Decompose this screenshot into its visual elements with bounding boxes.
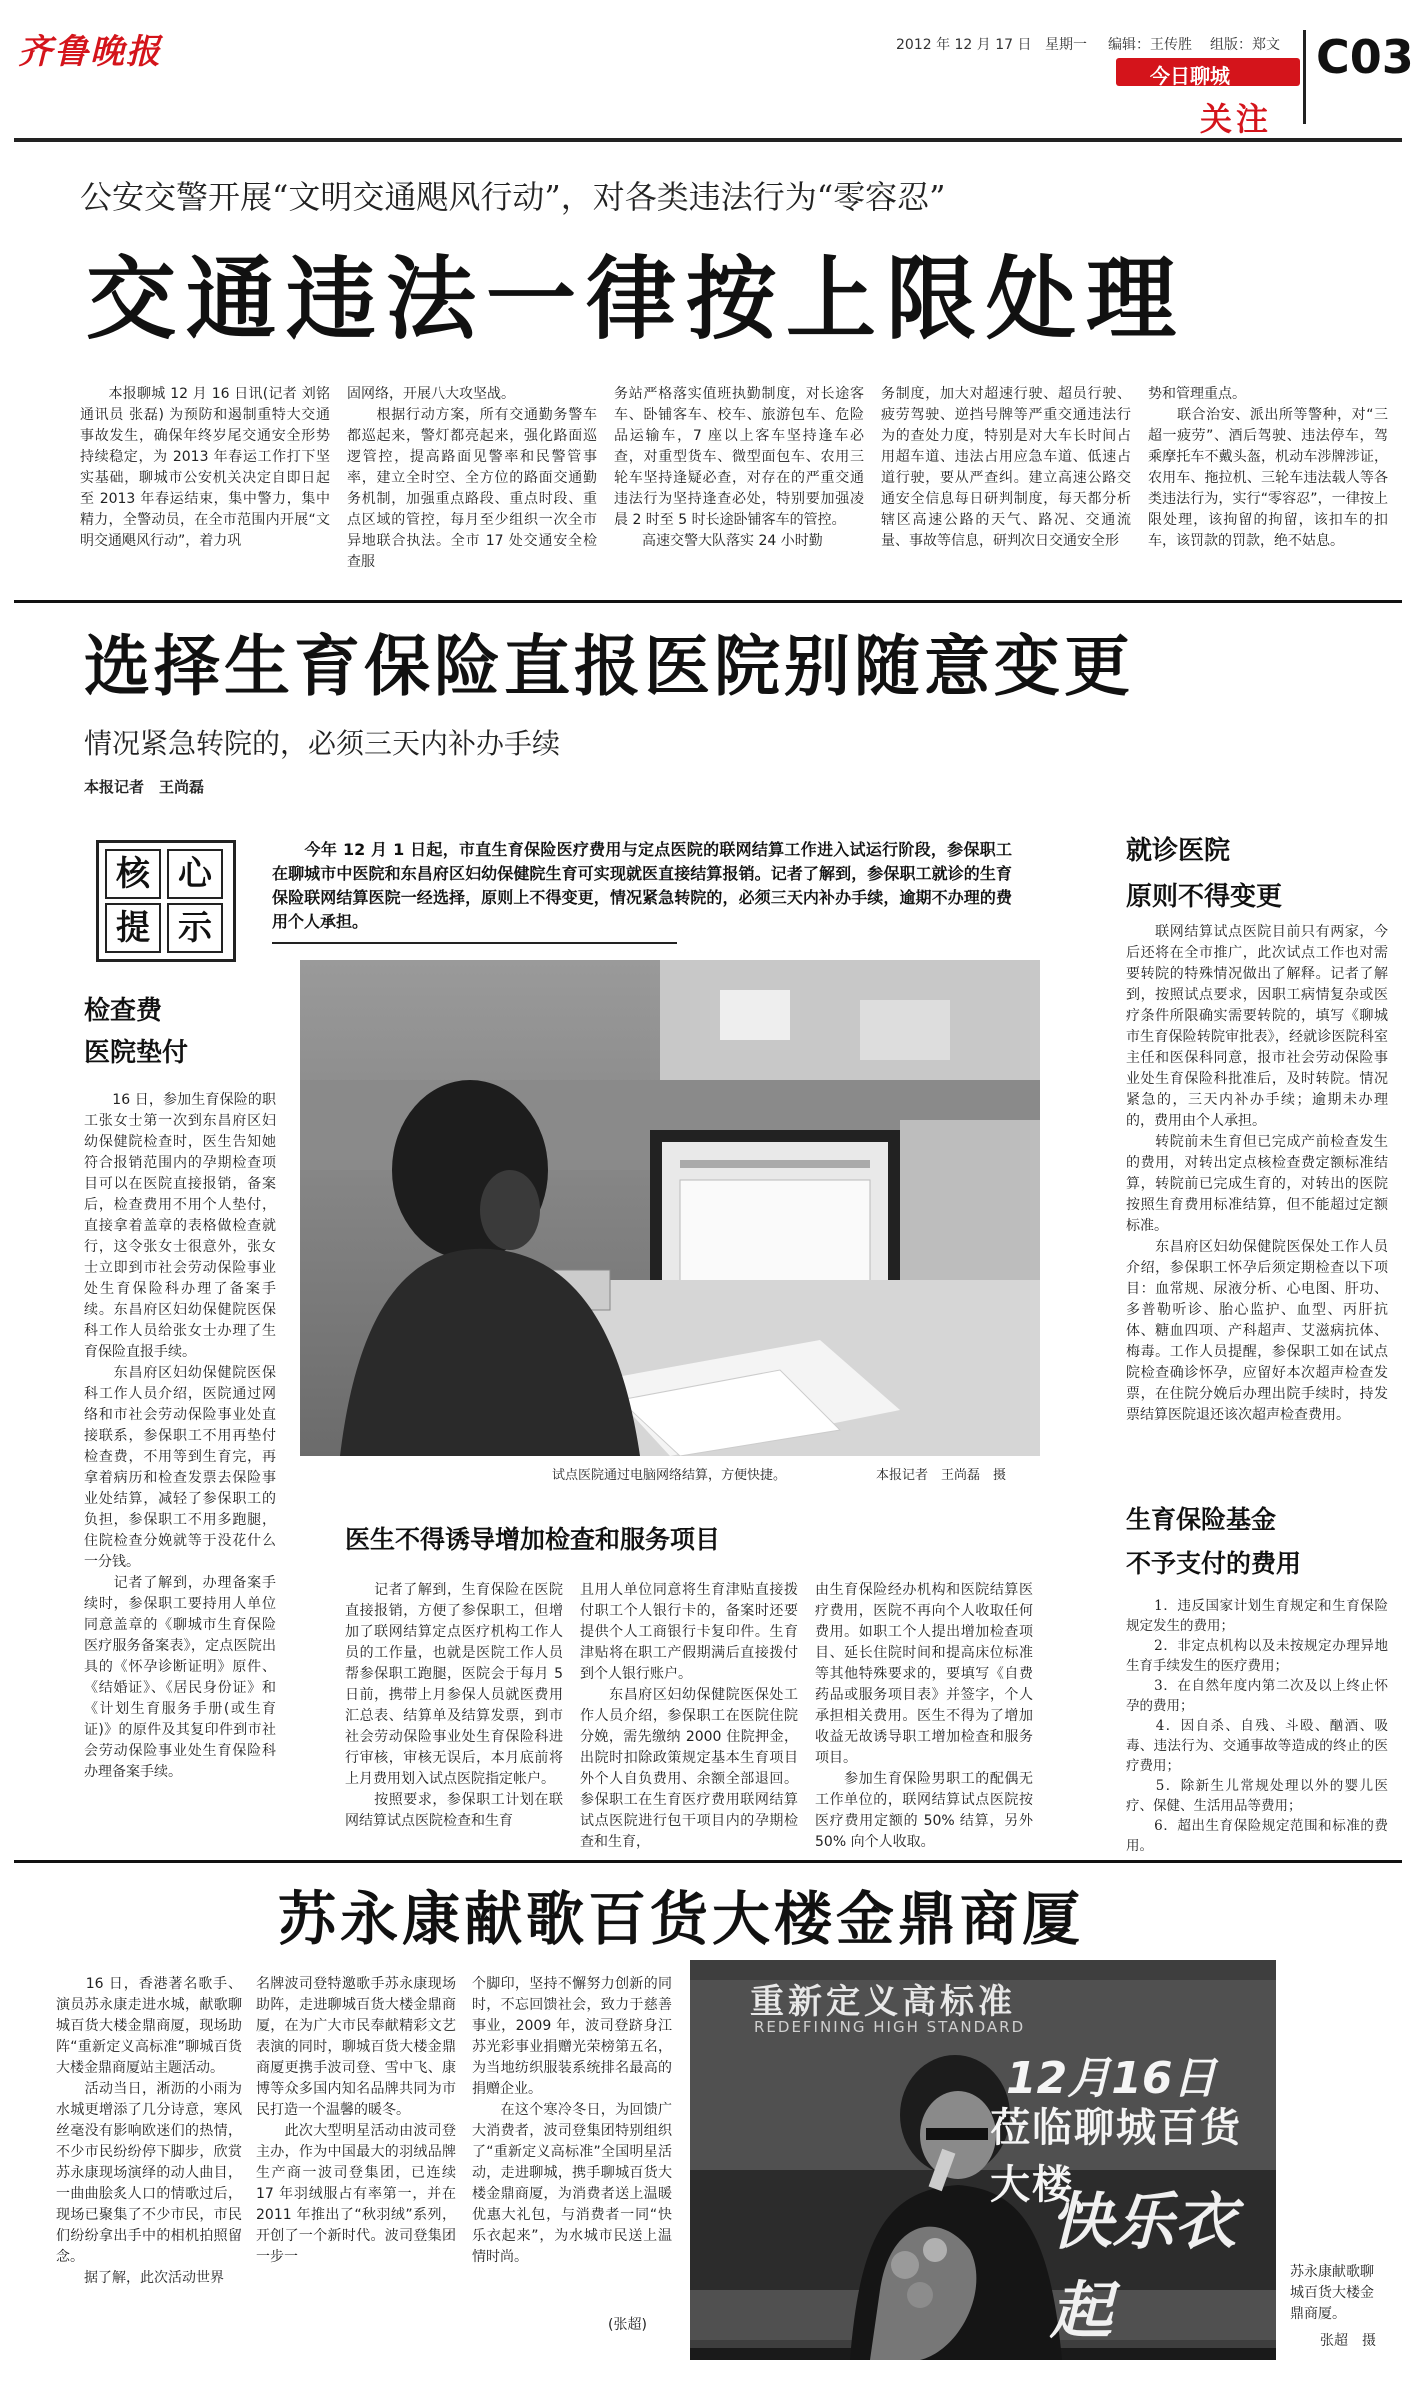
core-tip-char: 提 [105, 903, 161, 953]
banner-venue: 莅临聊城百货大楼 [990, 2105, 1242, 2208]
concert-photo-caption: 苏永康献歌聊城百货大楼金鼎商厦。 [1290, 2264, 1374, 2322]
concert-photo [690, 1960, 1276, 2360]
lead-underline [272, 942, 677, 944]
photo-caption: 试点医院通过电脑网络结算，方便快捷。 [552, 1468, 787, 1483]
middle-subhead: 医生不得诱导增加检查和服务项目 [345, 1525, 721, 1554]
editor-credit: 编辑：王传胜 [1108, 37, 1192, 53]
banner-date: 12月16日 [1006, 2053, 1217, 2104]
page-number: C03 [1316, 30, 1414, 84]
concert-column: 16 日，香港著名歌手、演员苏永康走进水城，献歌聊城百货大楼金鼎商厦，现场助阵“重新定义高标准”聊城百货大楼金鼎商厦站主题活动。 活动当日，淅沥的小雨为水城更增添了几分诗意，寒风丝毫没有影响欧迷们的热情，不少市民纷纷停下脚步，欣赏苏永康现场演绎的动人曲目，一曲曲脍炙人口的情歌过后，现场已聚集了不少市民，市民们纷纷拿出手中的相机拍照留念。 据了解，此次活动世界 [56, 1976, 242, 2286]
article-column: 势和管理重点。 联合治安、派出所等警种，对“三超一疲劳”、酒后驾驶、违法停车，驾乘摩托车不戴头盔，机动车涉牌涉证，农用车、拖拉机、三轮车违法载人等各类违法行为，实行“零容忍”，一律按上限处理，该拘留的拘留，该扣车的扣车，该罚款的罚款，绝不姑息。 [1148, 386, 1388, 549]
core-tip-char: 心 [167, 849, 223, 899]
fund-list: 1．违反国家计划生育规定和生育保险规定发生的费用； 2．非定点机构以及未按规定办理异地生育手续发生的医疗费用； 3．在自然年度内第二次及以上终止怀孕的费用； 4．因自杀、自残、斗殴、酗酒、吸毒、违法行为、交通事故等造成的终止的医疗费用； 5．除新生儿常规处理以外的婴儿医疗、保健、生活用品等费用； 6．超出生育保险规定范围和标准的费用。 [1126, 1598, 1388, 1854]
concert-column: 个脚印，坚持不懈努力创新的同时，不忘回馈社会，致力于慈善事业，2009 年，波司登跻身江苏光彩事业捐赠光荣榜第五名，为当地纺织服装系统排名最高的捐赠企业。 在这个寒冷冬日，为回馈广大消费者，波司登集团特别组织了“重新定义高标准”全国明星活动，走进聊城，携手聊城百货大楼金鼎商厦，为消费者送上温暖优惠大礼包，与消费者一同“快乐衣起来”，为水城市民送上温情时尚。 [472, 1976, 672, 2265]
article-headline: 苏永康献歌百货大楼金鼎商厦 [278, 1885, 1085, 1953]
article-credit: (张超) [608, 2317, 647, 2333]
masthead-rule [14, 138, 1402, 142]
section-divider [14, 1860, 1402, 1863]
masthead-divider [1303, 30, 1306, 124]
section-label: 今日聊城 [1150, 64, 1230, 88]
middle-column: 且用人单位同意将生育津贴直接拨付职工个人银行卡的，备案时还要提供个人工商银行卡复印件。生育津贴将在职工产假期满后直接拨付到个人银行账户。 东昌府区妇幼保健院医保处工作人员介绍，参保职工在医院住院分娩，需先缴纳 2000 住院押金，出院时扣除政策规定基本生育项目外个人自负费用、余额全部退回。参保职工在生育医疗费用联网结算试点医院进行包干项目内的孕期检查和生育， [580, 1582, 798, 1850]
hospital-photo [300, 960, 1040, 1456]
subsection-label: 关注 [1200, 100, 1273, 138]
article-kicker: 公安交警开展“文明交通飓风行动”，对各类违法行为“零容忍” [80, 178, 946, 216]
article-byline: 本报记者 王尚磊 [84, 778, 205, 796]
concert-column: 名牌波司登特邀歌手苏永康现场助阵，走进聊城百货大楼金鼎商厦，在为广大市民奉献精彩文艺表演的同时，聊城百货大楼金鼎商厦更携手波司登、雪中飞、康博等众多国内知名品牌共同为市民打造一个温馨的暖冬。 此次大型明星活动由波司登主办，作为中国最大的羽绒品牌生产商一波司登集团，已连续 17 年羽绒服占有率第一，并在 2011 年推出了“秋羽绒”系列，开创了一个新时代。波司登集团一步一 [256, 1976, 456, 2265]
right-subhead: 原则不得变更 [1126, 882, 1283, 912]
section-divider [14, 600, 1402, 603]
fund-subhead: 不予支付的费用 [1126, 1549, 1302, 1578]
hospital-photo-illustration [300, 960, 1040, 1456]
issue-date: 2012 年 12 月 17 日 [896, 37, 1032, 53]
right-subhead: 就诊医院 [1126, 836, 1231, 866]
article-headline: 选择生育保险直报医院别随意变更 [84, 628, 1134, 705]
newspaper-logo: 齐鲁晚报 [18, 32, 162, 72]
article-column: 务站严格落实值班执勤制度，对长途客车、卧铺客车、校车、旅游包车、危险品运输车，7 座以上客车坚持逢车必查，对重型货车、微型面包车、农用三轮车坚持逢疑必查，对存在的严重交通违法行为坚持逢查必处，特别要加强凌晨 2 时至 5 时长途卧铺客车的管控。 高速交警大队落实 24 小时勤 [614, 386, 864, 549]
core-tip-char: 示 [167, 903, 223, 953]
layout-credit: 组版：郑文 [1210, 37, 1280, 53]
left-column-body: 16 日，参加生育保险的职工张女士第一次到东昌府区妇幼保健院检查时，医生告知她符合报销范围内的孕期检查项目可以在医院直接报销，备案后，检查费用不用个人垫付，直接拿着盖章的表格做检查就行，这令张女士很意外，张女士立即到市社会劳动保险事业处生育保险科办理了备案手续。东昌府区妇幼保健院医保科工作人员给张女士办理了生育保险直报手续。 东昌府区妇幼保健院医保科工作人员介绍，医院通过网络和市社会劳动保险事业处直接联系，参保职工不用再垫付检查费，不用等到生育完，再拿着病历和检查发票去保险事业处结算，减轻了参保职工的负担，参保职工不用多跑腿，住院检查分娩就等于没花什么一分钱。 记者了解到，办理备案手续时，参保职工要持用人单位同意盖章的《聊城市生育保险医疗服务备案表》，定点医院出具的《怀孕诊断证明》原件、《结婚证》、《居民身份证》和《计划生育服务手册(或生育证)》的原件及其复印件到市社会劳动保险事业处生育保险科办理备案手续。 [84, 1092, 276, 1780]
article-deck: 情况紧急转院的，必须三天内补办手续 [84, 727, 561, 760]
article-headline: 交通违法一律按上限处理 [86, 247, 1186, 352]
middle-column: 记者了解到，生育保险在医院直接报销，方便了参保职工，但增加了联网结算定点医疗机构工作人员的工作量，也就是医院工作人员帮参保职工跑腿，医院会于每月 5 日前，携带上月参保人员就医费用汇总表、结算单及结算发票，到市社会劳动保险事业处生育保险科进行审核，审核无误后，本月底前将上月费用划入试点医院指定帐户。 按照要求，参保职工计划在联网结算试点医院检查和生育 [345, 1582, 563, 1829]
middle-column: 由生育保险经办机构和医院结算医疗费用，医院不再向个人收取任何费用。如职工个人提出增加检查项目、延长住院时间和提高床位标准等其他特殊要求的，要填写《自费药品或服务项目表》并签字，个人承担相关费用。医生不得为了增加收益无故诱导职工增加检查和服务项目。 参加生育保险男职工的配偶无工作单位的，联网结算试点医院按医疗费用定额的 50% 结算，另外 50% 向个人收取。 [815, 1582, 1033, 1850]
concert-photo-credit: 张超 摄 [1320, 2333, 1376, 2349]
right-column-body: 联网结算试点医院目前只有两家，今后还将在全市推广，此次试点工作也对需要转院的特殊情况做出了解释。记者了解到，按照试点要求，因职工病情复杂或医疗条件所限确实需要转院的，填写《聊城市生育保险转院审批表》，经就诊医院科室主任和医保科同意，报市社会劳动保险事业处生育保险科批准后，及时转院。情况紧急的，三天内补办手续；逾期未办理的，费用由个人承担。 转院前未生育但已完成产前检查发生的费用，对转出定点核检查费定额标准结算，转院前已完成生育的，对转出的医院按照生育费用标准结算，但不能超过定额标准。 东昌府区妇幼保健院医保处工作人员介绍，参保职工怀孕后须定期检查以下项目：血常规、尿液分析、心电图、肝功、多普勒听诊、胎心监护、血型、丙肝抗体、糖血四项、产科超声、艾滋病抗体、梅毒。工作人员提醒，参保职工如在试点院检查确诊怀孕，应留好本次超声检查发票，在住院分娩后办理出院手续时，持发票结算医院退还该次超声检查费用。 [1126, 924, 1388, 1423]
fund-subhead: 生育保险基金 [1126, 1505, 1277, 1534]
article-column: 务制度，加大对超速行驶、超员行驶、疲劳驾驶、逆挡号牌等严重交通违法行为的查处力度，特别是对大车长时间占用超车道、违法占用应急车道、低速占道行驶，要从严查纠。建立高速公路交通安全信息每日研判制度，每天都分析辖区高速公路的天气、路况、交通流量、事故等信息，研判次日交通安全形 [881, 386, 1131, 549]
article-lead: 今年 12 月 1 日起，市直生育保险医疗费用与定点医院的联网结算工作进入试运行阶段，参保职工在聊城市中医院和东昌府区妇幼保健院生育可实现就医直接结算报销。记者了解到，参保职工就诊的生育保险联网结算医院一经选择，原则上不得变更，情况紧急转院的，必须三天内补办手续，逾期不办理的费用个人承担。 [272, 840, 1012, 931]
photo-credit: 本报记者 王尚磊 摄 [876, 1468, 1007, 1483]
banner-text-en: REDEFINING HIGH STANDARD [754, 2018, 1026, 2036]
article-column: 固网络，开展八大攻坚战。 根据行动方案，所有交通勤务警车都巡起来，警灯都亮起来，强化路面巡逻管控，提高路面见警率和民警管事率，建立全时空、全方位的路面交通勤务机制，加强重点路段、重点时段、重点区域的管控，每月至少组织一次全市异地联合执法。全市 17 处交通安全检查服 [347, 386, 597, 570]
banner-text-cn: 重新定义高标准 [750, 1982, 1016, 2022]
core-tip-char: 核 [105, 849, 161, 899]
left-subhead: 医院垫付 [84, 1038, 189, 1068]
issue-weekday: 星期一 [1045, 37, 1087, 53]
article-column: 本报聊城 12 月 16 日讯(记者 刘铭 通讯员 张磊) 为预防和遏制重特大交通事故发生，确保年终岁尾交通安全形势持续稳定，为 2013 年春运工作打下坚实基础，聊城市公安机关决定自即日起至 2013 年春运结束，集中警力，集中精力，全警动员，在全市范围内开展“文明交通飓风行动”，着力巩 [80, 386, 335, 549]
left-subhead: 检查费 [84, 996, 163, 1026]
banner-slogan: 快乐衣起 [1050, 2185, 1237, 2347]
core-tips-box [96, 840, 236, 962]
